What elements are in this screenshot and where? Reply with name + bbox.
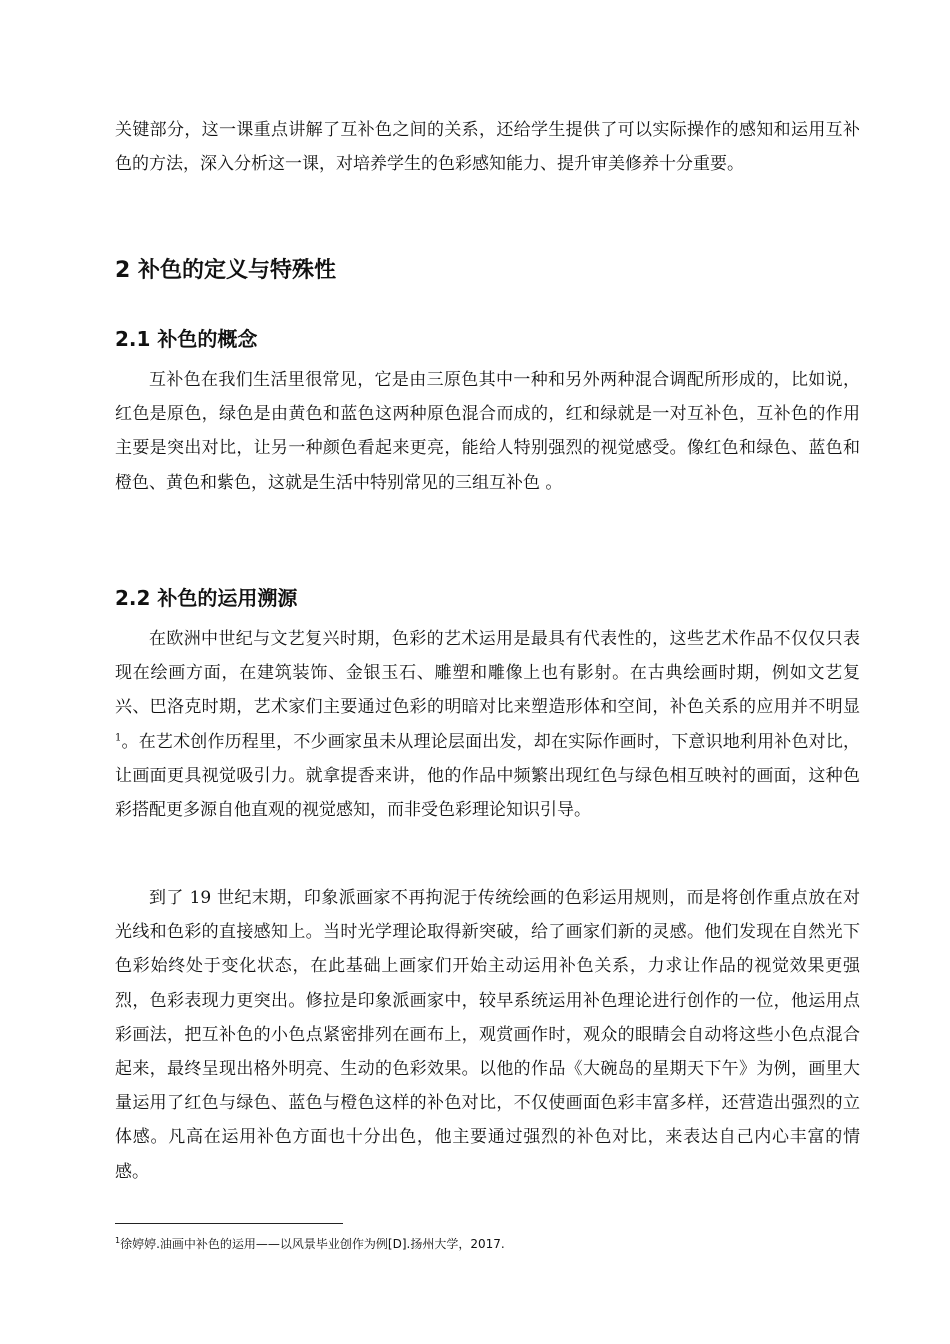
footnote: [115, 1235, 505, 1253]
footnote-reference: 1: [115, 731, 122, 743]
subsection-heading-2-1: 2.1 补色的概念: [115, 327, 258, 351]
paragraph-origin-history: [115, 622, 860, 827]
subsection-heading-2-2: 2.2 补色的运用溯源: [115, 586, 298, 610]
footnote-number: 1: [115, 1236, 121, 1245]
paragraph-origin-text-a: 在欧洲中世纪与文艺复兴时期，色彩的艺术运用是最具有代表性的，这些艺术作品不仅仅只表现在绘画方面，在建筑装饰、金银玉石、雕塑和雕像上也有影射。在古典绘画时期，例如文艺复兴、巴洛克时期，艺术家们主要通过色彩的明暗对比来塑造形体和空间，补色关系的应用并不明显: [115, 629, 860, 718]
footnote-text: 徐婷婷.油画中补色的运用——以风景毕业创作为例[D].扬州大学，2017.: [120, 1237, 505, 1251]
paragraph-origin-text-b: 。在艺术创作历程里，不少画家虽未从理论层面出发，却在实际作画时，下意识地利用补色对比，让画面更具视觉吸引力。就拿提香来讲，他的作品中频繁出现红色与绿色相互映衬的画面，这种色彩搭配更多源自他直观的视觉感知，而非受色彩理论知识引导。: [115, 731, 860, 821]
intro-paragraph: 关键部分，这一课重点讲解了互补色之间的关系，还给学生提供了可以实际操作的感知和运用互补色的方法，深入分析这一课，对培养学生的色彩感知能力、提升审美修养十分重要。: [115, 120, 860, 175]
paragraph-complementary-concept: 互补色在我们生活里很常见，它是由三原色其中一种和另外两种混合调配所形成的，比如说，红色是原色，绿色是由黄色和蓝色这两种原色混合而成的，红和绿就是一对互补色，互补色的作用主要是突出对比，让另一种颜色看起来更亮，能给人特别强烈的视觉感受。像红色和绿色、蓝色和橙色、黄色和紫色，这就是生活中特别常见的三组互补色 。: [115, 370, 860, 493]
footnote-divider: [115, 1223, 343, 1224]
section-heading: 2 补色的定义与特殊性: [115, 258, 336, 283]
paragraph-impressionism: 到了 19 世纪末期，印象派画家不再拘泥于传统绘画的色彩运用规则，而是将创作重点放在对光线和色彩的直接感知上。当时光学理论取得新突破，给了画家们新的灵感。他们发现在自然光下色彩始终处于变化状态，在此基础上画家们开始主动运用补色关系，力求让作品的视觉效果更强烈，色彩表现力更突出。修拉是印象派画家中，较早系统运用补色理论进行创作的一位，他运用点彩画法，把互补色的小色点紧密排列在画布上，观赏画作时，观众的眼睛会自动将这些小色点混合起来，最终呈现出格外明亮、生动的色彩效果。以他的作品《大碗岛的星期天下午》为例，画里大量运用了红色与绿色、蓝色与橙色这样的补色对比，不仅使画面色彩丰富多样，还营造出强烈的立体感。凡高在运用补色方面也十分出色，他主要通过强烈的补色对比，来表达自己内心丰富的情感。: [115, 888, 860, 1182]
